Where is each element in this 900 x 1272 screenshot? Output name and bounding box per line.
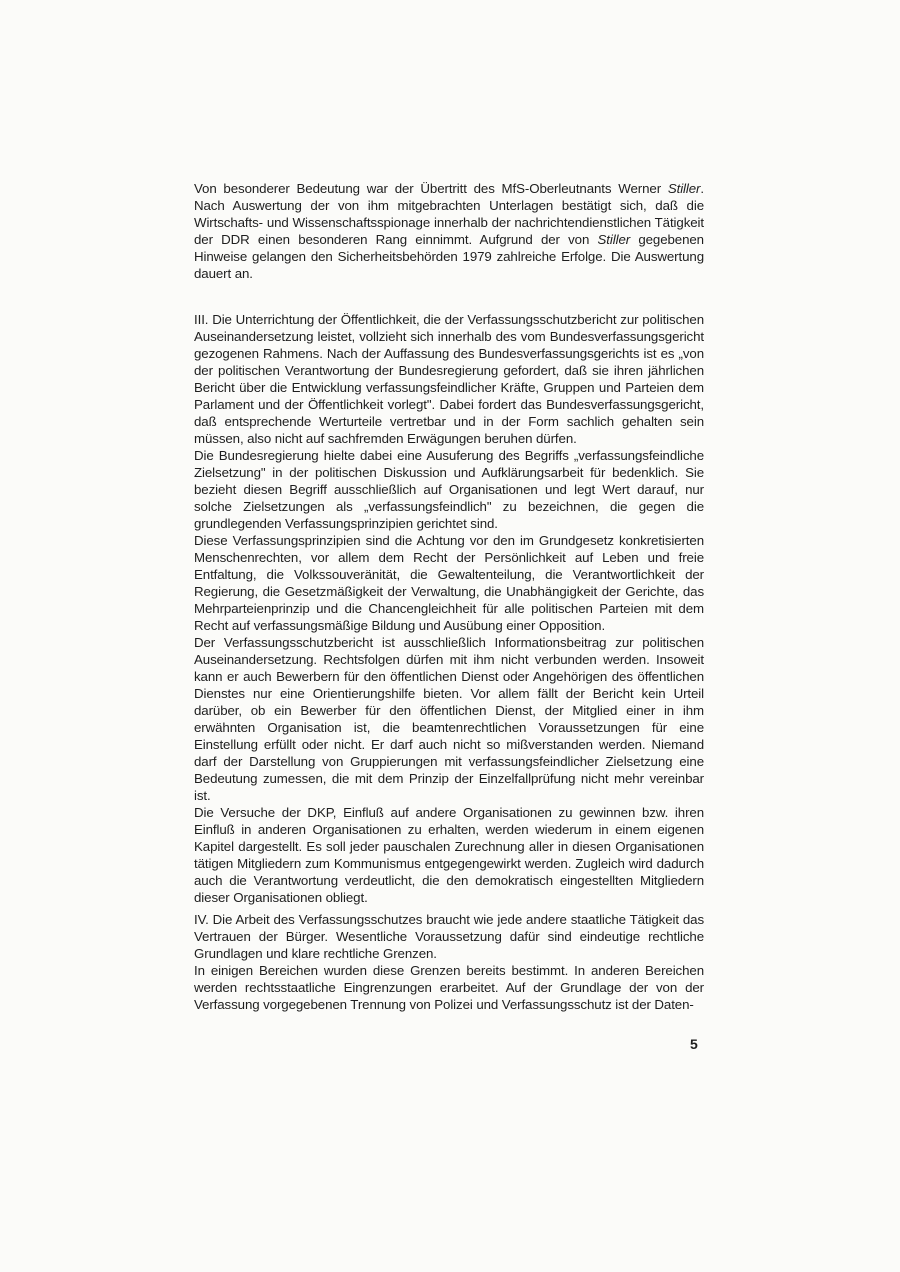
emphasis-name: Stiller	[667, 181, 701, 196]
paragraph: III. Die Unterrichtung der Öffentlichkeit, die der Verfassungsschutzbericht zur politischen Auseinandersetzung leistet, vollzieht sich innerhalb des vom Bundesverfassungsgericht gezogenen Rahmens. Nach der Auffassung des Bundesverfassungsgerichts ist es „von der politischen Verantwortung der Bundesregierung gefordert, daß sie ihren jährlichen Bericht über die Entwicklung verfassungsfeindlicher Kräfte, Gruppen und Parteien dem Parlament und der Öffentlichkeit vorlegt". Dabei fordert das Bundesverfassungsgericht, daß entsprechende Werturteile vertretbar und in der Form sachlich gehalten sein müssen, also nicht auf sachfremden Erwägungen beruhen dürfen.	[194, 312, 704, 446]
text-section-iii	[194, 311, 704, 906]
paragraph: Der Verfassungsschutzbericht ist ausschließlich Informationsbeitrag zur politischen Auseinandersetzung. Rechtsfolgen dürfen mit ihm nicht verbunden werden. Insoweit kann er auch Bewerbern für den öffentlichen Dienst oder Angehörigen des öffentlichen Dienstes nur eine Orientierungshilfe bieten. Vor allem fällt der Bericht kein Urteil darüber, ob ein Bewerber für den öffentlichen Dienst, der Mitglied einer in ihm erwähnten Organisation ist, die beamtenrechtlichen Voraussetzungen für eine Einstellung erfüllt oder nicht. Er darf auch nicht so mißverstanden werden. Niemand darf der Darstellung von Gruppierungen mit verfassungsfeindlicher Zielsetzung eine Bedeutung zumessen, die mit dem Prinzip der Einzelfallprüfung nicht mehr vereinbar ist.	[194, 635, 704, 803]
emphasis-name: Stiller	[597, 232, 631, 247]
paragraph: IV. Die Arbeit des Verfassungsschutzes braucht wie jede andere staatliche Tätigkeit das Vertrauen der Bürger. Wesentliche Voraussetzung dafür sind eindeutige rechtliche Grundlagen und klare rechtliche Grenzen.	[194, 912, 704, 961]
page-number: 5	[690, 1036, 698, 1052]
text-section-iv	[194, 911, 704, 1013]
paragraph: In einigen Bereichen wurden diese Grenzen bereits bestimmt. In anderen Bereichen werden rechtsstaatliche Eingrenzungen erarbeitet. Auf der Grundlage der von der Verfassung vorgegebenen Trennung von Polizei und Verfassungsschutz ist der Daten-	[194, 963, 704, 1012]
paragraph: Die Bundesregierung hielte dabei eine Ausuferung des Begriffs „verfassungsfeindliche Zielsetzung" in der politischen Diskussion und Aufklärungsarbeit für bedenklich. Sie bezieht diesen Begriff ausschließlich auf Organisationen und legt Wert darauf, nur solche Zielsetzungen als „verfassungsfeindlich" zu bezeichnen, die gegen die grundlegenden Verfassungsprinzipien gerichtet sind.	[194, 448, 704, 531]
paragraph: Die Versuche der DKP, Einfluß auf andere Organisationen zu gewinnen bzw. ihren Einfluß in anderen Organisationen zu erhalten, werden wiederum in einem eigenen Kapitel dargestellt. Es soll jeder pauschalen Zurechnung aller in diesen Organisationen tätigen Mitgliedern zum Kommunismus entgegengewirkt werden. Zugleich wird dadurch auch die Verantwortung verdeutlicht, die den demokratisch eingestellten Mitgliedern dieser Organisationen obliegt.	[194, 805, 704, 905]
paragraph: Von besonderer Bedeutung war der Übertritt des MfS-Oberleutnants Werner Stiller. Nach Auswertung der von ihm mitgebrachten Unterlagen bestätigt sich, daß die Wirtschafts- und Wissenschaftsspionage innerhalb der nachrichtendienstlichen Tätigkeit der DDR einen besonderen Rang einnimmt. Aufgrund der von Stiller gegebenen Hinweise gelangen den Sicherheitsbehörden 1979 zahlreiche Erfolge. Die Auswertung dauert an.	[194, 181, 704, 281]
text-section-stiller	[194, 180, 704, 282]
paragraph: Diese Verfassungsprinzipien sind die Achtung vor den im Grundgesetz konkretisierten Menschenrechten, vor allem dem Recht der Persönlichkeit auf Leben und freie Entfaltung, die Volkssouveränität, die Gewaltenteilung, die Verantwortlichkeit der Regierung, die Gesetzmäßigkeit der Verwaltung, die Unabhängigkeit der Gerichte, das Mehrparteienprinzip und die Chancengleichheit für alle politischen Parteien mit dem Recht auf verfassungsmäßige Bildung und Ausübung einer Opposition.	[194, 533, 704, 633]
